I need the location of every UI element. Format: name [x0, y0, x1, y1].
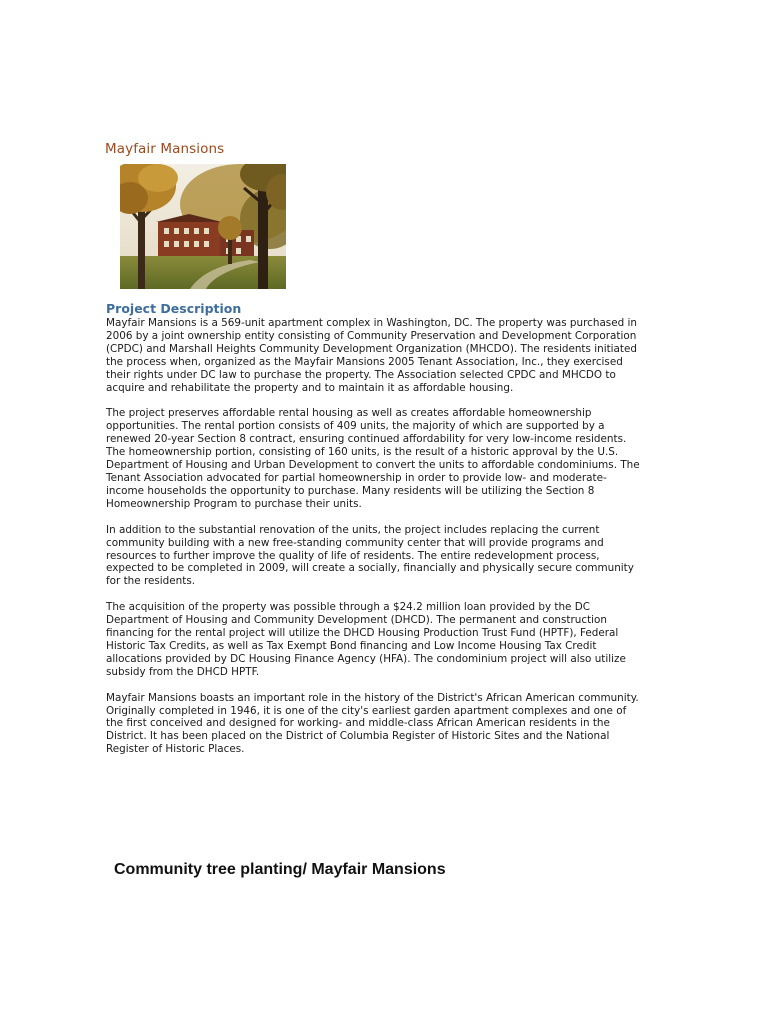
section-heading-project-description: Project Description [106, 301, 242, 316]
paragraph: In addition to the substantial renovation of the units, the project includes replacing the current community building with a new free-standing community center that will provide programs and resources to further improve the quality of life of residents. The entire redevelopment process, expected to be completed in 2009, will create a socially, financially and physically secure community for the residents. [106, 523, 634, 588]
page-title: Mayfair Mansions [105, 141, 225, 157]
project-description-text [106, 317, 646, 769]
paragraph: The acquisition of the property was possible through a $24.2 million loan provided by the DC Department of Housing and Community Development (DHCD). The permanent and construction financing for the rental project will utilize the DHCD Housing Production Trust Fund (HPTF), Federal Historic Tax Credits, as well as Tax Exempt Bond financing and Low Income Housing Tax Credit allocations provided by DC Housing Finance Agency (HFA). The condominium project will also utilize subsidy from the DHCD HPTF. [106, 601, 626, 678]
paragraph: The project preserves affordable rental housing as well as creates affordable homeownership opportunities. The rental portion consists of 409 units, the majority of which are supported by a renewed 20-year Section 8 contract, ensuring continued affordability for very low-income residents. The homeownership portion, consisting of 160 units, is the result of a historic approval by the U.S. Department of Housing and Urban Development to convert the units to affordable condominiums. The Tenant Association advocated for partial homeownership in order to provide low- and moderate- income households the opportunity to purchase. Many residents will be utilizing the Section 8 Homeownership Program to purchase their units. [106, 407, 640, 510]
property-photo [120, 164, 286, 289]
paragraph: Mayfair Mansions is a 569-unit apartment complex in Washington, DC. The property was purchased in 2006 by a joint ownership entity consisting of Community Preservation and Development Corporation (CPDC) and Marshall Heights Community Development Organization (MHCDO). The residents initiated the process when, organized as the Mayfair Mansions 2005 Tenant Association, Inc., they exercised their rights under DC law to purchase the property. The Association selected CPDC and MHCDO to acquire and rehabilitate the property and to maintain it as affordable housing. [106, 317, 637, 394]
photo-caption: Community tree planting/ Mayfair Mansions [114, 861, 446, 878]
paragraph: Mayfair Mansions boasts an important role in the history of the District's African American community. Originally completed in 1946, it is one of the city's earliest garden apartment complexes and one of the first conceived and designed for working- and middle-class African American residents in the District. It has been placed on the District of Columbia Register of Historic Sites and the National Register of Historic Places. [106, 691, 639, 756]
